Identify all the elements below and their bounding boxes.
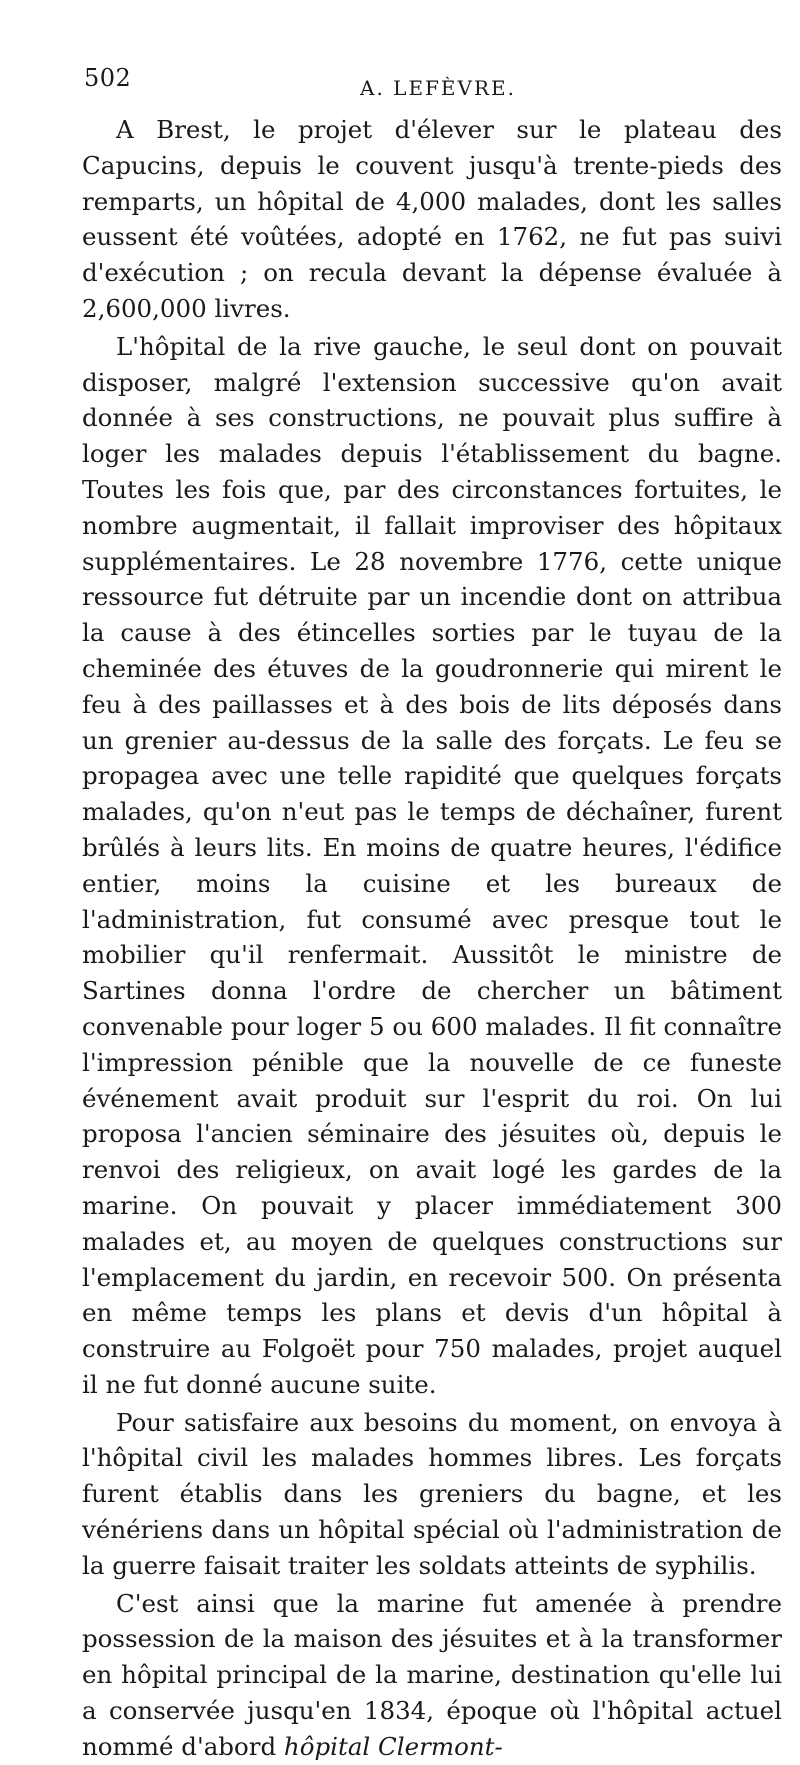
paragraph-3: Pour satisfaire aux besoins du moment, on envoya à l'hôpital civil les malades hommes libres. Les forçats furent établis dans les greniers du bagne, et les vénériens dans un hôpital spécial où l'administration de la guerre faisait traiter les soldats atteints de syphilis. bbox=[82, 1407, 782, 1580]
paragraph-2: L'hôpital de la rive gauche, le seul dont on pouvait disposer, malgré l'extension successive qu'on avait donnée à ses constructions, ne pouvait plus suffire à loger les malades depuis l'établissement du bagne. Toutes les fois que, par des circonstances fortuites, le nombre augmentait, il fallait improviser des hôpitaux supplémentaires. Le 28 novembre 1776, cette unique ressource fut détruite par un incendie dont on attribua la cause à des étincelles sorties par le tuyau de la cheminée des étuves de la goudronnerie qui mirent le feu à des paillasses et à des bois de lits déposés dans un grenier au-dessus de la salle des forçats. Le feu se propagea avec une telle rapidité que quelques forçats malades, qu'on n'eut pas le temps de déchaîner, furent brûlés à leurs lits. En moins de quatre heures, l'édifice entier, moins la cuisine et les bureaux de l'administration, fut consumé avec presque tout le mobilier qu'il renfermait. Aussitôt le ministre de Sartines donna l'ordre de chercher un bâtiment convenable pour loger 5 ou 600 malades. Il fit connaître l'impression pénible que la nouvelle de ce funeste événement avait produit sur l'esprit du roi. On lui proposa l'ancien séminaire des jésuites où, depuis le renvoi des religieux, on avait logé les gardes de la marine. On pouvait y placer immédiatement 300 malades et, au moyen de quelques constructions sur l'emplacement du jardin, en recevoir 500. On présenta en même temps les plans et devis d'un hôpital à construire au Folgoët pour 750 malades, projet auquel il ne fut donné aucune suite. bbox=[82, 331, 782, 1399]
paragraph-4-italic: hôpital Clermont- bbox=[283, 1731, 503, 1761]
page-number: 502 bbox=[84, 64, 132, 92]
body-text bbox=[82, 112, 782, 1765]
paragraph-4 bbox=[82, 1586, 782, 1765]
running-head: A. LEFÈVRE. bbox=[360, 76, 516, 100]
paragraph-4-text: C'est ainsi que la marine fut amenée à prendre possession de la maison des jésuites et à la transformer en hôpital principal de la marine, destination qu'elle lui a conservée jusqu'en 1834, époque où l'hôpital actuel nommé d'abord bbox=[82, 1588, 782, 1761]
paragraph-1: A Brest, le projet d'élever sur le plateau des Capucins, depuis le couvent jusqu'à trente-pieds des remparts, un hôpital de 4,000 malades, dont les salles eussent été voûtées, adopté en 1762, ne fut pas suivi d'exécution ; on recula devant la dépense évaluée à 2,600,000 livres. bbox=[82, 115, 782, 323]
